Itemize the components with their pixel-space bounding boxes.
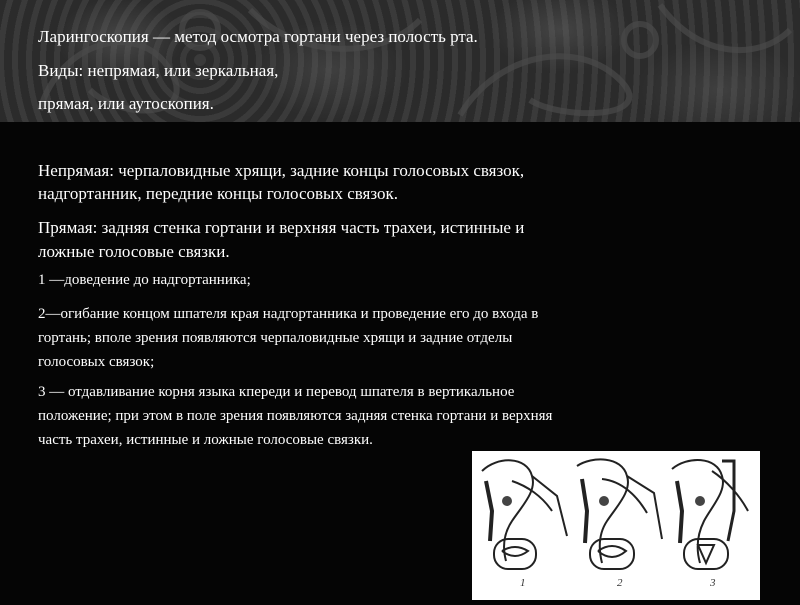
step-2-line-2: гортань; вполе зрения появляются черпаловидные хрящи и задние отделы bbox=[38, 330, 513, 346]
figure-label-2: 2 bbox=[617, 577, 623, 589]
step-2-line-3: голосовых связок; bbox=[38, 354, 155, 370]
indirect-line-2: надгортанник, передние концы голосовых связок. bbox=[38, 184, 398, 203]
header-background bbox=[0, 0, 800, 122]
direct-line-2: ложные голосовые связки. bbox=[38, 242, 230, 261]
figure-label-1: 1 bbox=[520, 577, 526, 589]
direct-line-1: Прямая: задняя стенка гортани и верхняя часть трахеи, истинные и bbox=[38, 218, 525, 237]
header-line-2: Виды: непрямая, или зеркальная, bbox=[38, 61, 279, 80]
header-line-1: Ларингоскопия — метод осмотра гортани через полость рта. bbox=[38, 27, 478, 46]
step-2-line-1: 2—огибание концом шпателя края надгортанника и проведение его до входа в bbox=[38, 306, 539, 322]
indirect-line-1: Непрямая: черпаловидные хрящи, задние концы голосовых связок, bbox=[38, 161, 525, 180]
laryngoscopy-illustration bbox=[472, 451, 760, 600]
step-3-line-3: часть трахеи, истинные и ложные голосовые связки. bbox=[38, 432, 373, 448]
step-3-line-1: 3 — отдавливание корня языка кпереди и перевод шпателя в вертикальное bbox=[38, 384, 515, 400]
figure-label-3: 3 bbox=[710, 577, 716, 589]
step-3-line-2: положение; при этом в поле зрения появляются задняя стенка гортани и верхняя bbox=[38, 408, 553, 424]
header-line-3: прямая, или аутоскопия. bbox=[38, 94, 214, 113]
anatomy-drawing bbox=[472, 451, 760, 600]
step-1: 1 —доведение до надгортанника; bbox=[38, 272, 251, 288]
